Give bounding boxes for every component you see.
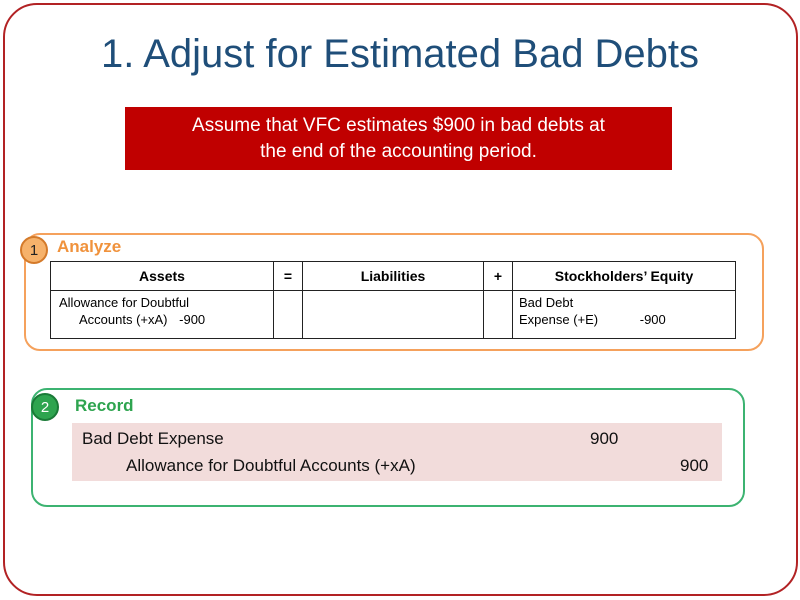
accounting-equation-table — [50, 261, 736, 339]
assumption-callout — [125, 107, 672, 170]
assets-amount: -900 — [179, 312, 206, 327]
journal-entry — [72, 423, 722, 481]
debit-account: Bad Debt Expense — [82, 429, 224, 448]
liabilities-effect-cell — [303, 291, 484, 339]
debit-amount: 900 — [590, 429, 619, 448]
step-1-badge: 1 — [20, 236, 48, 264]
credit-amount: 900 — [680, 456, 709, 475]
liabilities-header: Liabilities — [303, 262, 484, 291]
callout-line-2: the end of the accounting period. — [260, 140, 537, 162]
equation-effect-row — [51, 291, 736, 339]
assets-account-line-2: Accounts (+xA) — [79, 312, 168, 327]
step-2-badge: 2 — [31, 393, 59, 421]
record-label: Record — [75, 396, 134, 415]
equals-sign: = — [274, 262, 303, 291]
assets-account-line-1: Allowance for Doubtful — [59, 295, 190, 310]
analyze-label: Analyze — [57, 237, 122, 256]
equation-header-row — [51, 262, 736, 291]
assets-effect-cell — [51, 291, 274, 339]
assets-header: Assets — [51, 262, 274, 291]
plus-effect-cell — [484, 291, 513, 339]
credit-account: Allowance for Doubtful Accounts (+xA) — [126, 456, 416, 475]
callout-line-1: Assume that VFC estimates $900 in bad debts at — [192, 114, 605, 136]
equity-amount: -900 — [639, 312, 666, 327]
equals-effect-cell — [274, 291, 303, 339]
slide-title: 1. Adjust for Estimated Bad Debts — [100, 32, 700, 76]
plus-sign: + — [484, 262, 513, 291]
equity-account-line-2: Expense (+E) — [519, 312, 599, 327]
equity-account-line-1: Bad Debt — [519, 295, 574, 310]
equity-effect-cell — [513, 291, 736, 339]
equity-header: Stockholders’ Equity — [513, 262, 736, 291]
